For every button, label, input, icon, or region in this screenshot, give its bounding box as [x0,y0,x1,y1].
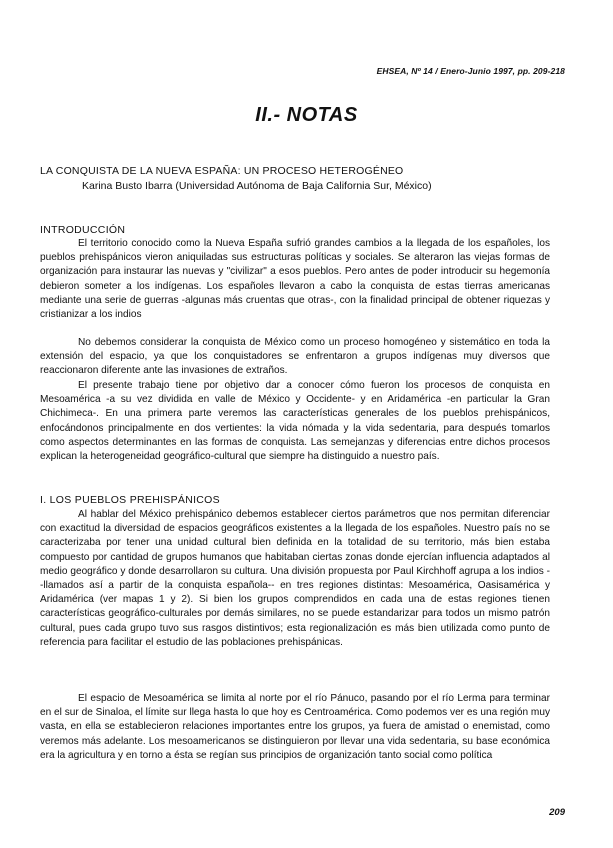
journal-citation: EHSEA, Nº 14 / Enero-Junio 1997, pp. 209-218 [376,66,565,76]
paragraph: El espacio de Mesoamérica se limita al norte por el río Pánuco, pasando por el río Lerma para terminar en el sur de Sinaloa, el límite sur llega hasta lo que hoy es Centroamérica. Como podemos ver es una región muy vasta, en ella se establecieron relaciones importantes entre los grupos, ya fuera de amistad o enemistad, como veremos más adelante. Los mesoamericanos se distinguieron por llevar una vida sedentaria, su base económica era la agricultura y en torno a ésta se regían sus principios de organización tanto social como política [40,693,550,761]
paragraph: Al hablar del México prehispánico debemos establecer ciertos parámetros que nos permitan diferenciar con exactitud la diversidad de espacios geográficos existentes a la llegada de los españoles. Nuestro país no se caracterizaba por tener una unidad cultural bien definida en la totalidad de su territorio, más bien estaba compuesto por cantidad de grupos humanos que habitaban ciertas zonas donde ejercían influencia adaptados al medio geográfico y donde desarrollaron su cultura. Una división propuesta por Paul Kirchhoff agrupa a los indios --llamados así a partir de la conquista española-- en tres regiones distintas: Mesoamérica, Oasisamérica y Aridamérica (ver mapas 1 y 2). Si bien los grupos comprendidos en cada una de estas regiones tienen características geográfico-culturales por demás similares, no se puede estandarizar para todos un mismo patrón cultural, pues cada grupo tuvo sus rasgos distintivos; esta regionalización es más bien utilizada como punto de referencia para facilitar el estudio de las poblaciones prehispánicas. [40,509,550,648]
heading-pueblos-prehispanicos: I. LOS PUEBLOS PREHISPÁNICOS [40,494,220,506]
paragraph: El territorio conocido como la Nueva España sufrió grandes cambios a la llegada de los españoles, los pueblos prehispánicos vieron aniquiladas sus estructuras políticas y sociales. Se alteraron las viejas formas de organización para instaurar las nuevas y "civilizar" a esos pueblos. Pero antes de poder introducir su hegemonía debieron someter a los indígenas. Los españoles llevaron a cabo la conquista de estas tierras americanas mediante una serie de guerras -algunas más cruentas que otras-, con la finalidad principal de obtener riquezas y cristianizar a los indios [40,238,550,321]
article-author: Karina Busto Ibarra (Universidad Autónoma de Baja California Sur, México) [82,180,432,192]
section-title: II.- NOTAS [255,104,358,126]
page-number: 209 [549,807,565,818]
paragraph: El presente trabajo tiene por objetivo dar a conocer cómo fueron los procesos de conquista en Mesoamérica -a su vez dividida en valle de México y Occidente- y en Aridamérica -en particular la Gran Chichimeca-. En una primera parte veremos las características generales de los pueblos prehispánicos, enfocándonos principalmente en dos vertientes: la vida nómada y la vida sedentaria, para después tomarlos como aspectos determinantes en las formas de conquista. Las semejanzas y diferencias entre dichos procesos explican la heterogeneidad geográfico-cultural que siempre ha distinguido a nuestro país. [40,380,550,463]
article-title: LA CONQUISTA DE LA NUEVA ESPAÑA: UN PROCESO HETEROGÉNEO [40,165,404,177]
heading-introduccion: INTRODUCCIÓN [40,224,126,236]
paragraph: No debemos considerar la conquista de México como un proceso homogéneo y sistemático en toda la extensión del espacio, ya que los conquistadores se enfrentaron a grupos indígenas muy diversos que reaccionaron diferente ante las invasiones de extraños. [40,337,550,377]
